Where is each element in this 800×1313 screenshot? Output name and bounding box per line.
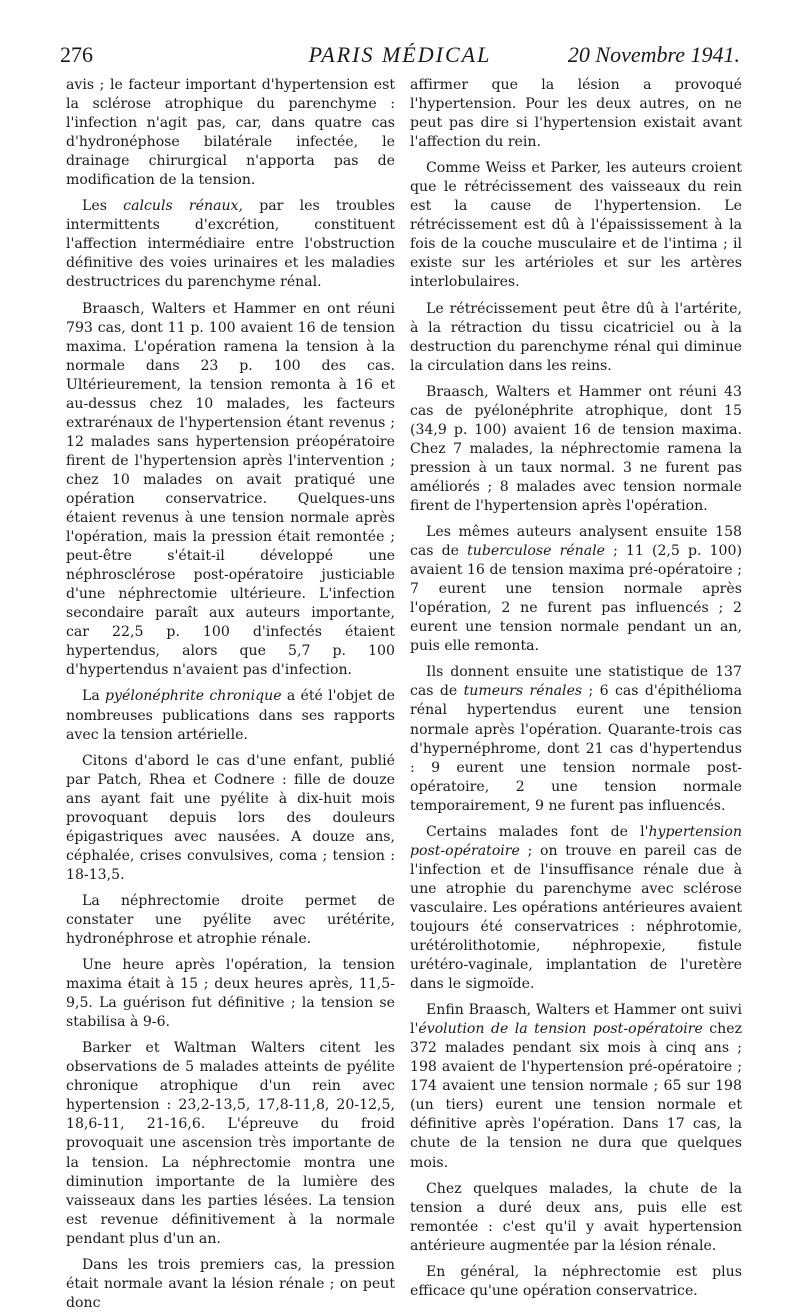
emphasis: hypertension post-opératoire bbox=[410, 823, 742, 859]
page-number: 276 bbox=[60, 42, 93, 67]
paragraph: Dans les trois premiers cas, la pression était normale avant la lésion rénale ; on peut donc bbox=[66, 1256, 395, 1311]
paragraph: En général, la néphrectomie est plus efficace qu'une opération conservatrice. bbox=[410, 1263, 742, 1299]
emphasis: tumeurs rénales bbox=[463, 683, 583, 700]
emphasis: pyélonéphrite chronique bbox=[105, 688, 282, 705]
emphasis: évolution de la tension post-opératoire bbox=[418, 1021, 703, 1038]
paragraph: Comme Weiss et Parker, les auteurs croient que le rétrécissement des vaisseaux du rein est la cause de l'hypertension. Le rétrécissement est dû à l'épaississement à la fois de la couche musculaire et de l'intima ; il existe sur les artérioles et sur les artères interlobulaires. bbox=[410, 160, 742, 291]
paragraph: La pyélonéphrite chronique a été l'objet de nombreuses publications dans ses rapports avec la tension artérielle. bbox=[66, 688, 396, 743]
paragraph: Les calculs rénaux, par les troubles intermittents d'excrétion, constituent l'affection intermédiaire entre l'obstruction définitive des voies urinaires et les maladies destructrices du parenchyme rénal. bbox=[66, 198, 395, 291]
paragraph: Braasch, Walters et Hammer ont réuni 43 cas de pyélonéphrite atrophique, dont 15 (34,9 p. 100) avaient 16 de tension maxima. Chez 7 malades, la néphrectomie ramena la pression à un taux normal. 3 ne furent pas améliorés ; 8 malades avec tension normale firent de l'hypertension après l'opération. bbox=[410, 383, 742, 514]
issue-date: 20 Novembre 1941. bbox=[567, 42, 740, 67]
left-column bbox=[66, 76, 395, 1313]
paragraph: Chez quelques malades, la chute de la tension a duré deux ans, puis elle est remontée : c'est qu'il y avait hypertension antérieure augmentée par la lésion rénale. bbox=[410, 1180, 742, 1254]
paragraph: Enfin Braasch, Walters et Hammer ont suivi l'évolution de la tension post-opératoire chez 372 malades pendant six mois à cinq ans ; 198 avaient de l'hypertension pré-opératoire ; 174 avaient une tension normale ; 65 sur 198 (un tiers) eurent une tension normale et définitive après l'opération. Dans 17 cas, la chute de la tension ne dura que quelques mois. bbox=[410, 1002, 742, 1171]
page-header bbox=[60, 42, 740, 72]
paragraph: affirmer que la lésion a provoqué l'hypertension. Pour les deux autres, on ne peut pas dire si l'hypertension existait avant l'affection du rein. bbox=[410, 77, 742, 151]
paragraph: Les mêmes auteurs analysent ensuite 158 cas de tuberculose rénale ; 11 (2,5 p. 100) avaient 16 de tension maxima pré-opératoire ; 7 eurent une tension normale après l'opération, 2 ne furent pas influencés ; 2 eurent une tension normale pendant un an, puis elle remonta. bbox=[410, 524, 742, 655]
paragraph: Une heure après l'opération, la tension maxima était à 15 ; deux heures après, 11,5-9,5. La guérison fut définitive ; la tension se stabilisa à 9-6. bbox=[66, 957, 395, 1031]
paragraph: Le rétrécissement peut être dû à l'artérite, à la rétraction du tissu cicatriciel ou à la destruction du parenchyme rénal qui diminue la circulation dans les reins. bbox=[410, 300, 742, 374]
emphasis: tuberculose rénale bbox=[467, 543, 605, 560]
paragraph: Certains malades font de l'hypertension post-opératoire ; on trouve en pareil cas de l'infection et de l'insuffisance rénale due à une atrophie du parenchyme avec sclérose vasculaire. Les opérations antérieures avaient toujours été conservatrices : néphrotomie, urétérolithotomie, néphropexie, fistule urétéro-vaginale, implantation de l'uretère dans le sigmoïde. bbox=[410, 823, 742, 993]
paragraph: avis ; le facteur important d'hypertension est la sclérose atrophique du parenchyme : l'infection n'agit pas, car, dans quatre cas d'hydronéphose bilatérale infectée, le drainage chirurgical n'apporta pas de modification de la tension. bbox=[66, 77, 395, 189]
journal-title: PARIS MÉDICAL bbox=[308, 42, 492, 67]
paragraph: La néphrectomie droite permet de constater une pyélite avec urétérite, hydronéphrose et atrophie rénale. bbox=[66, 892, 395, 948]
emphasis: calculs rénaux, bbox=[123, 198, 243, 215]
paragraph: Ils donnent ensuite une statistique de 137 cas de tumeurs rénales ; 6 cas d'épithélioma rénal hypertendus eurent une tension normale après l'opération. Quarante-trois cas d'hypernéphrome, dont 21 cas d'hypertendus : 9 eurent une tension normale post-opératoire, 2 une tension normale temporairement, 9 ne furent pas influencés. bbox=[410, 664, 742, 814]
paragraph: Citons d'abord le cas d'une enfant, publié par Patch, Rhea et Codnere : fille de douze ans ayant fait une pyélite à dix-huit mois provoquant depuis lors des douleurs épigastriques avec nausées. A douze ans, céphalée, crises convulsives, coma ; tension : 18-13,5. bbox=[66, 752, 395, 883]
paragraph: Braasch, Walters et Hammer en ont réuni 793 cas, dont 11 p. 100 avaient 16 de tension maxima. L'opération ramena la tension à la normale dans 23 p. 100 des cas. Ultérieurement, la tension remonta à 16 et au-dessus chez 10 malades, les facteurs extrarénaux de l'hypertension étant revenus ; 12 malades sans hypertension préopératoire firent de l'hypertension après l'intervention ; chez 10 malades on avait pratiqué une opération conservatrice. Quelques-uns étaient revenus à une tension normale après l'opération, mais la pression était remontée ; peut-être s'était-il développé une néphrosclérose post-opératoire justiciable d'une néphrectomie ultérieure. L'infection secondaire paraît aux auteurs importante, car 22,5 p. 100 d'infectés étaient hypertendus, alors que 5,7 p. 100 d'hypertendus n'avaient pas d'infection. bbox=[66, 300, 395, 679]
right-column bbox=[410, 76, 742, 1301]
paragraph: Barker et Waltman Walters citent les observations de 5 malades atteints de pyélite chronique atrophique d'un rein avec hypertension : 23,2-13,5, 17,8-11,8, 20-12,5, 18,6-11, 21-16,6. L'épreuve du froid provoquait une ascension très importante de la tension. La néphrectomie montra une diminution importante de la lumière des vaisseaux dans les parties lésées. La tension est revenue définitivement à la normale pendant plus d'un an. bbox=[66, 1040, 395, 1247]
